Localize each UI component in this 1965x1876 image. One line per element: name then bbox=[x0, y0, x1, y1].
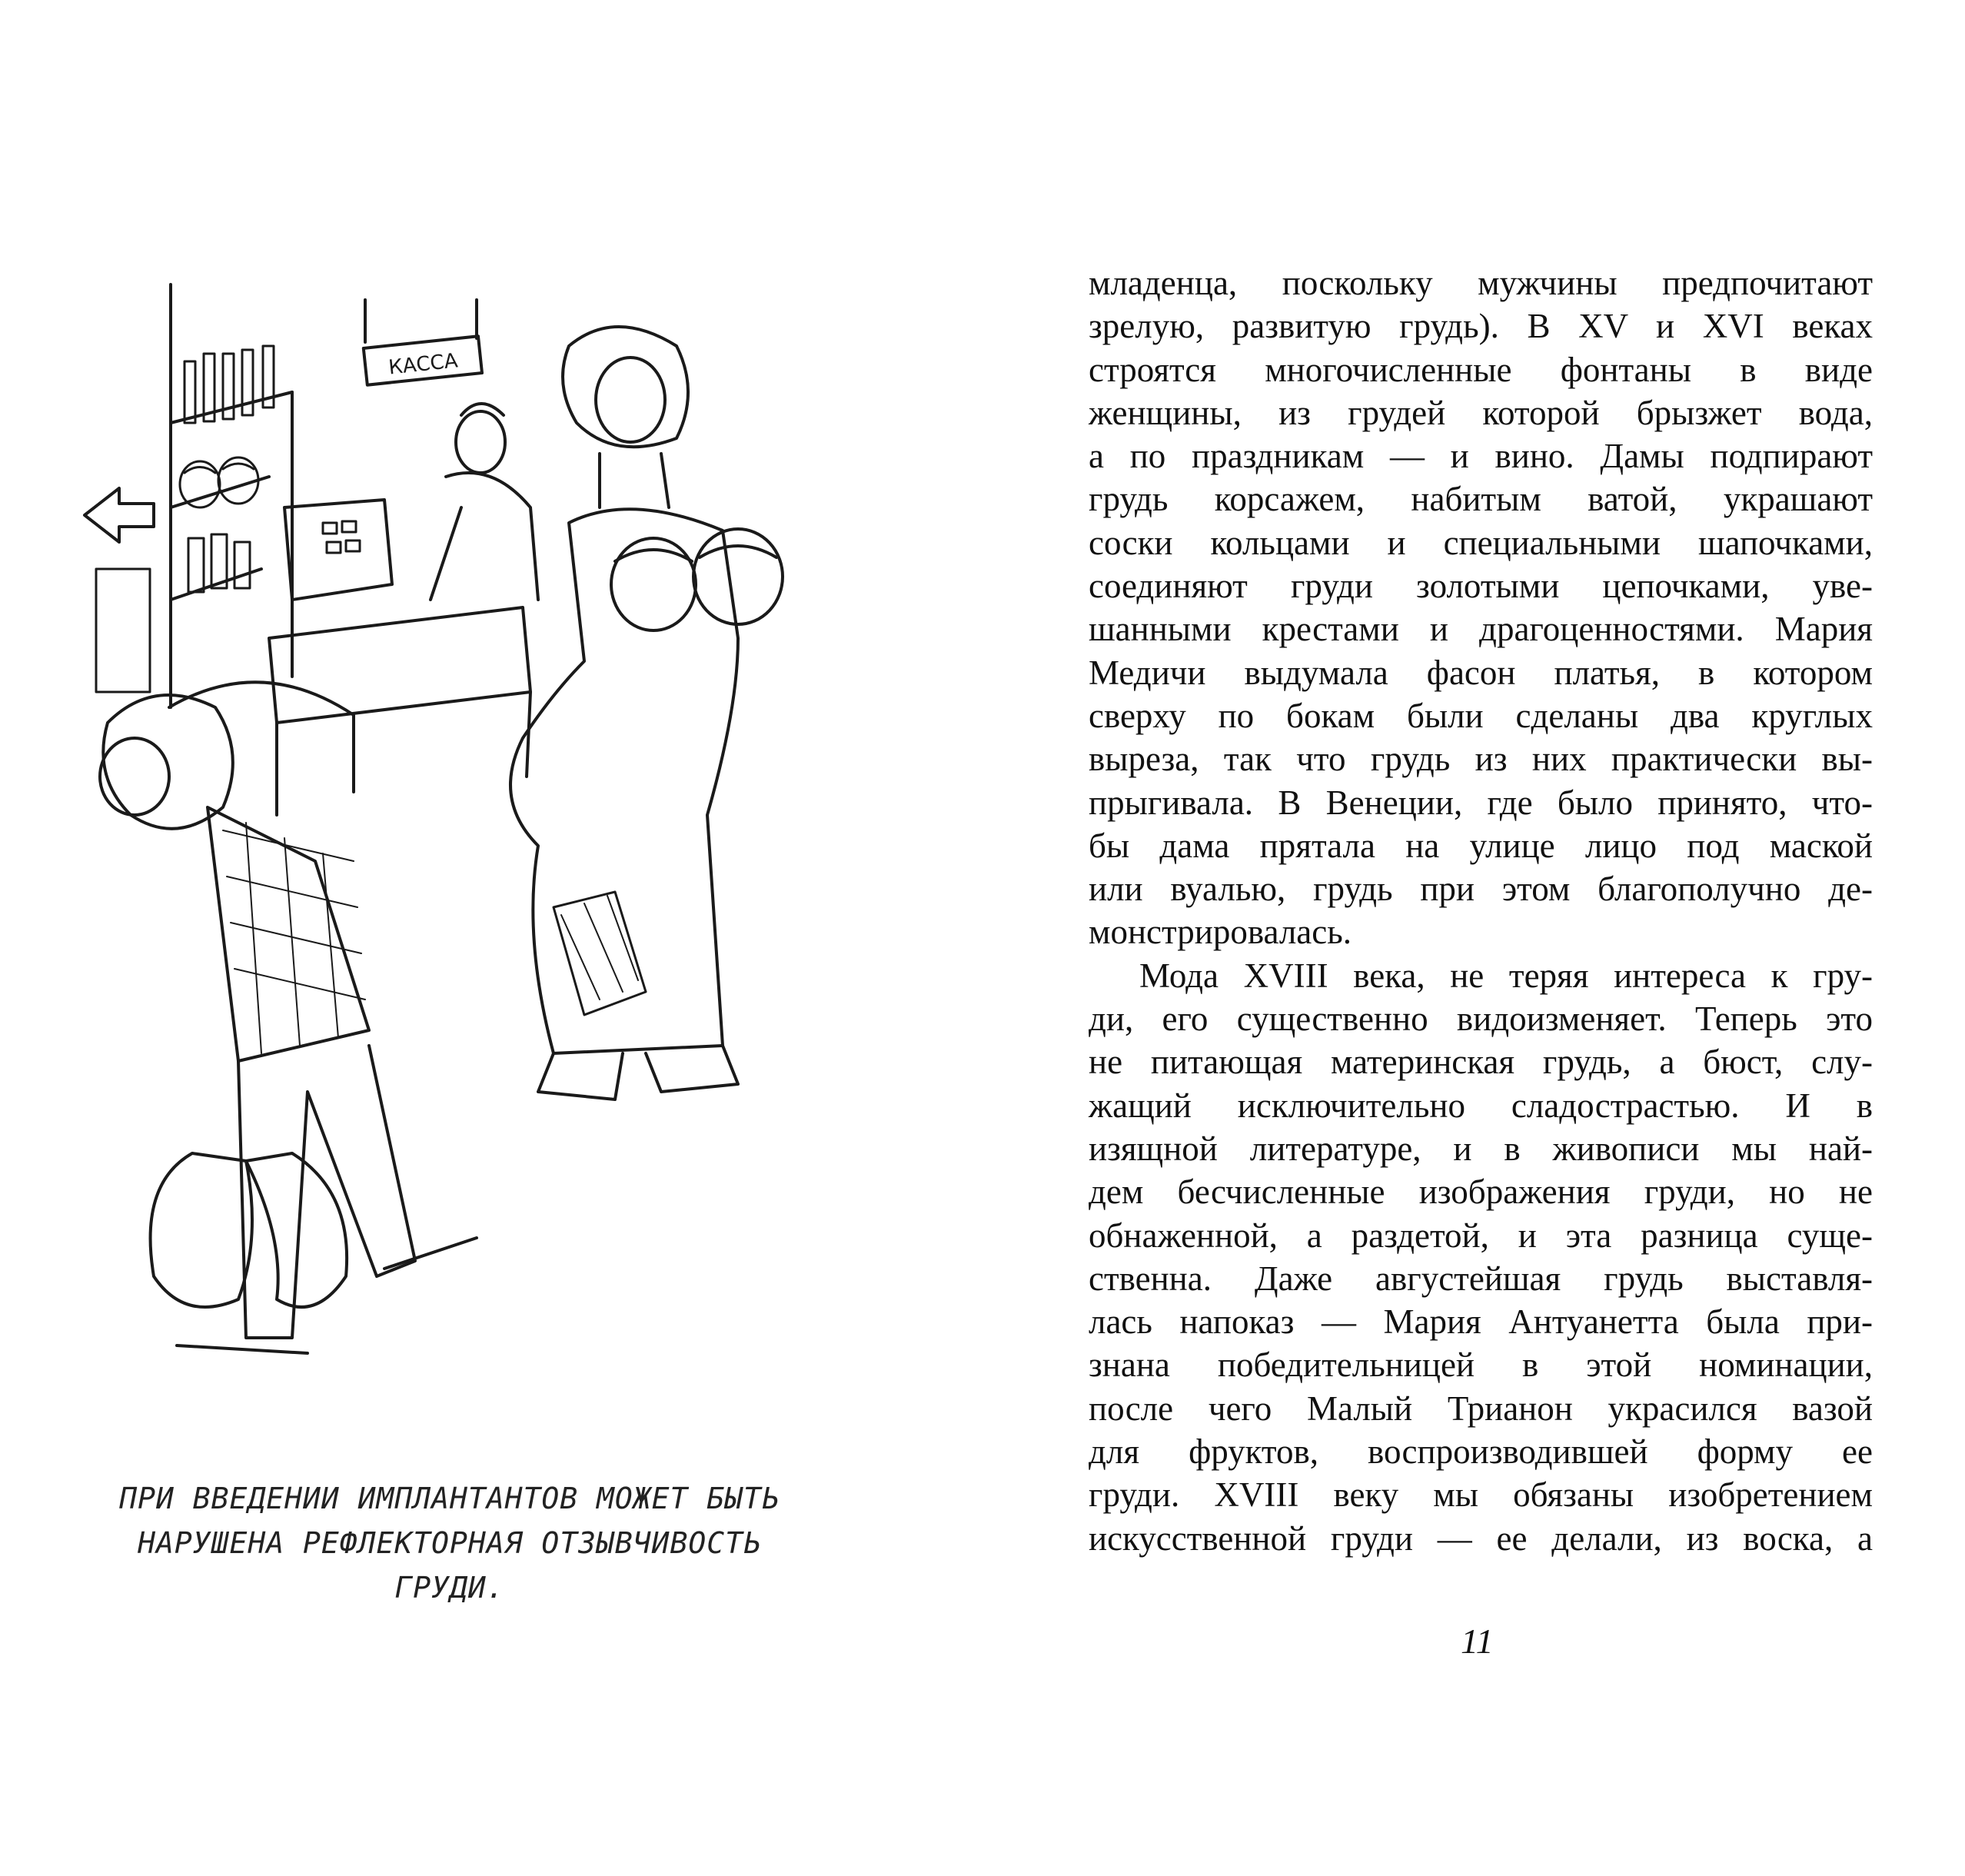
paragraph-2 bbox=[1089, 954, 1873, 1560]
text-line: соски кольцами и специальными шапочками, bbox=[1089, 523, 1873, 562]
text-line: изящной литературе, и в живописи мы най- bbox=[1089, 1129, 1873, 1168]
arrow-sign-drawing bbox=[85, 488, 154, 542]
caption-line: ПРИ ВВЕДЕНИИ ИМПЛАНТАНТОВ МОЖЕТ БЫТЬ bbox=[119, 1482, 780, 1515]
text-line: лась напоказ — Мария Антуанетта была при- bbox=[1089, 1302, 1873, 1342]
text-line: груди. XVIII веку мы обязаны изобретением bbox=[1089, 1475, 1873, 1515]
text-line: бы дама прятала на улице лицо под маской bbox=[1089, 826, 1873, 865]
text-line: жащий исключительно сладострастью. И в bbox=[1089, 1086, 1873, 1125]
text-line: зрелую, развитую грудь). В XV и XVI веках bbox=[1089, 307, 1873, 346]
kassa-sign bbox=[364, 300, 482, 385]
text-line: знана победительницей в этой номинации, bbox=[1089, 1345, 1873, 1385]
text-line: дем бесчисленные изображения груди, но не bbox=[1089, 1172, 1873, 1212]
text-line: соединяют груди золотыми цепочками, уве- bbox=[1089, 567, 1873, 606]
text-line: строятся многочисленные фонтаны в виде bbox=[1089, 350, 1873, 389]
paragraph-1 bbox=[1089, 261, 1873, 954]
illustration-caption bbox=[92, 1476, 807, 1610]
text-line: Медичи выдумала фасон платья, в котором bbox=[1089, 653, 1873, 692]
text-line: искусственной груди — ее делали, из воска, а bbox=[1089, 1518, 1873, 1558]
text-line: младенца, поскольку мужчины предпочитают bbox=[1089, 264, 1873, 302]
text-line: монстрировалась. bbox=[1089, 913, 1352, 952]
text-line: грудь корсажем, набитым ватой, украшают bbox=[1089, 480, 1873, 519]
text-line: сверху по бокам были сделаны два круглых bbox=[1089, 696, 1873, 735]
text-line: а по праздникам — и вино. Дамы подпирают bbox=[1089, 437, 1873, 476]
man-drawing bbox=[100, 695, 477, 1353]
text-line: женщины, из грудей которой брызжет вода, bbox=[1089, 393, 1873, 432]
text-line: выреза, так что грудь из них практически вы- bbox=[1089, 740, 1873, 779]
text-line: ственна. Даже августейшая грудь выставля- bbox=[1089, 1259, 1873, 1298]
shelf-drawing bbox=[171, 284, 292, 707]
text-line: не питающая материнская грудь, а бюст, слу- bbox=[1089, 1043, 1873, 1082]
cashier-drawing bbox=[431, 404, 538, 600]
text-line: ди, его существенно видоизменяет. Теперь это bbox=[1089, 1000, 1873, 1039]
text-line: прыгивала. В Венеции, где было принято, что- bbox=[1089, 783, 1873, 822]
text-line: или вуалью, грудь при этом благополучно де- bbox=[1089, 870, 1873, 909]
caption-line: НАРУШЕНА РЕФЛЕКТОРНАЯ ОТЗЫВЧИВОСТЬ ГРУДИ. bbox=[138, 1526, 762, 1605]
cartoon-illustration bbox=[62, 277, 830, 1422]
text-line: после чего Малый Трианон украсился вазой bbox=[1089, 1389, 1873, 1428]
body-text bbox=[1089, 261, 1873, 1560]
kassa-sign-text: КАССА bbox=[387, 349, 459, 380]
woman-drawing bbox=[510, 327, 783, 1099]
text-line: для фруктов, воспроизводившей форму ее bbox=[1089, 1432, 1873, 1472]
text-line: шанными крестами и драгоценностями. Мария bbox=[1089, 610, 1873, 649]
page-number: 11 bbox=[1461, 1622, 1494, 1661]
text-line: Мода XVIII века, не теряя интереса к гру- bbox=[1139, 956, 1873, 995]
cash-register-drawing bbox=[169, 500, 530, 815]
text-line: обнаженной, а раздетой, и эта разница суще- bbox=[1089, 1216, 1873, 1255]
poster-drawing bbox=[96, 569, 150, 692]
